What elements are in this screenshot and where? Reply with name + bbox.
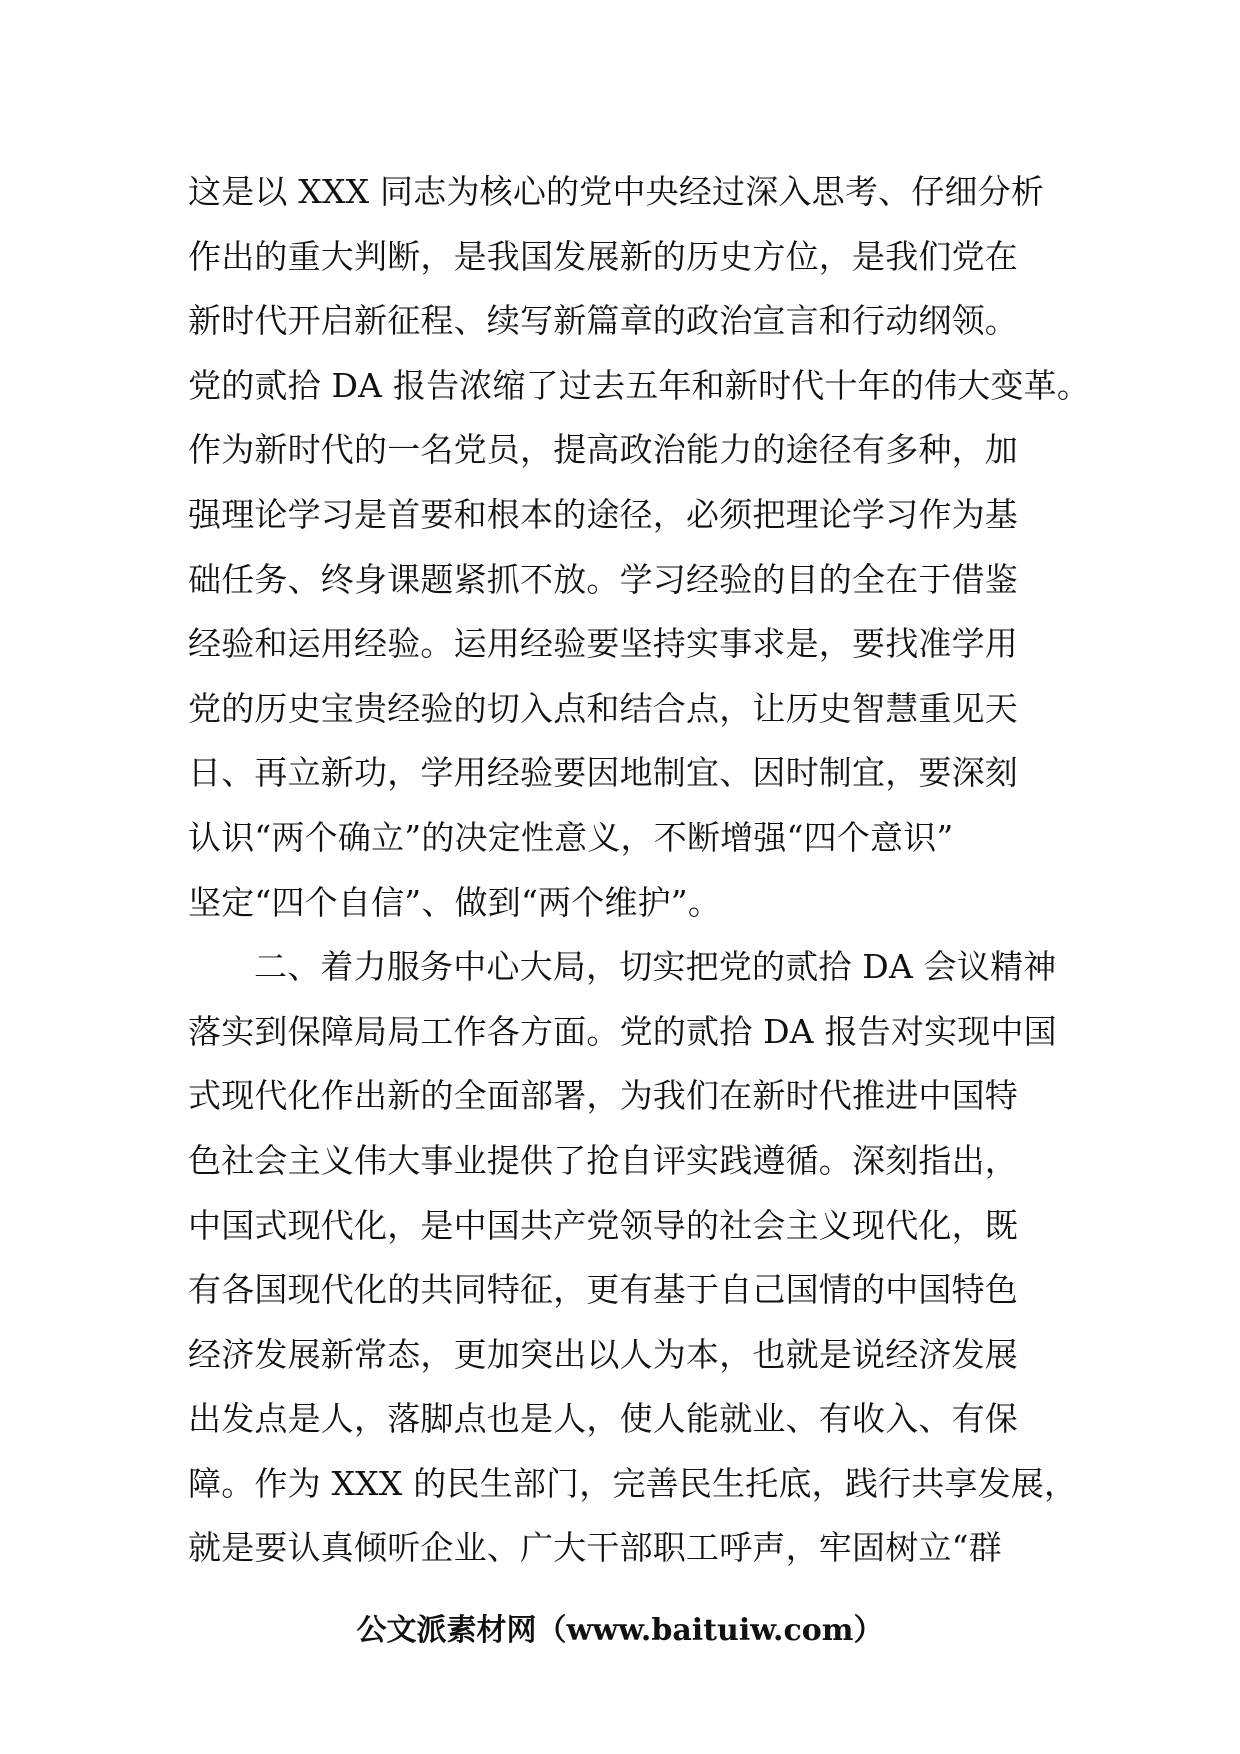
text-line: 日、再立新功，学用经验要因地制宜、因时制宜，要深刻 (188, 753, 1018, 793)
text-line: 中国式现代化，是中国共产党领导的社会主义现代化，既 (188, 1205, 1018, 1245)
text-line: 础任务、终身课题紧抓不放。学习经验的目的全在于借鉴 (188, 559, 1018, 599)
text-line: 作出的重大判断，是我国发展新的历史方位，是我们党在 (188, 236, 1018, 276)
text-line: 落实到保障局局工作各方面。党的贰拾 DA 报告对实现中国 (188, 1011, 1057, 1051)
body-text (188, 160, 1091, 1581)
text-line: 色社会主义伟大事业提供了抢自评实践遵循。深刻指出， (188, 1140, 1018, 1180)
text-line: 新时代开启新征程、续写新篇章的政治宣言和行动纲领。 (188, 301, 1018, 341)
text-line: 就是要认真倾听企业、广大干部职工呼声，牢固树立“群 (188, 1528, 1002, 1568)
text-line: 党的历史宝贵经验的切入点和结合点，让历史智慧重见天 (188, 688, 1018, 728)
text-line: 障。作为 XXX 的民生部门，完善民生托底，践行共享发展， (188, 1463, 1078, 1503)
text-line: 坚定“四个自信”、做到“两个维护”。 (188, 882, 722, 922)
text-line: 作为新时代的一名党员，提高政治能力的途径有多种，加 (188, 430, 1018, 470)
text-line: 出发点是人，落脚点也是人，使人能就业、有收入、有保 (188, 1399, 1018, 1439)
text-line: 有各国现代化的共同特征，更有基于自己国情的中国特色 (188, 1270, 1018, 1310)
footer-watermark: 公文派素材网（www.baituiw.com） (356, 1613, 884, 1648)
text-line: 强理论学习是首要和根本的途径，必须把理论学习作为基 (188, 494, 1018, 534)
text-line: 经济发展新常态，更加突出以人为本，也就是说经济发展 (188, 1334, 1018, 1374)
text-line: 党的贰拾 DA 报告浓缩了过去五年和新时代十年的伟大变革。 (188, 365, 1091, 405)
section-heading-line: 二、着力服务中心大局，切实把党的贰拾 DA 会议精神 (254, 947, 1057, 987)
text-line: 经验和运用经验。运用经验要坚持实事求是，要找准学用 (188, 624, 1018, 664)
text-line: 这是以 XXX 同志为核心的党中央经过深入思考、仔细分析 (188, 172, 1045, 211)
text-line: 认识“两个确立”的决定性意义，不断增强“四个意识” (188, 817, 954, 857)
text-line: 式现代化作出新的全面部署，为我们在新时代推进中国特 (188, 1076, 1018, 1116)
